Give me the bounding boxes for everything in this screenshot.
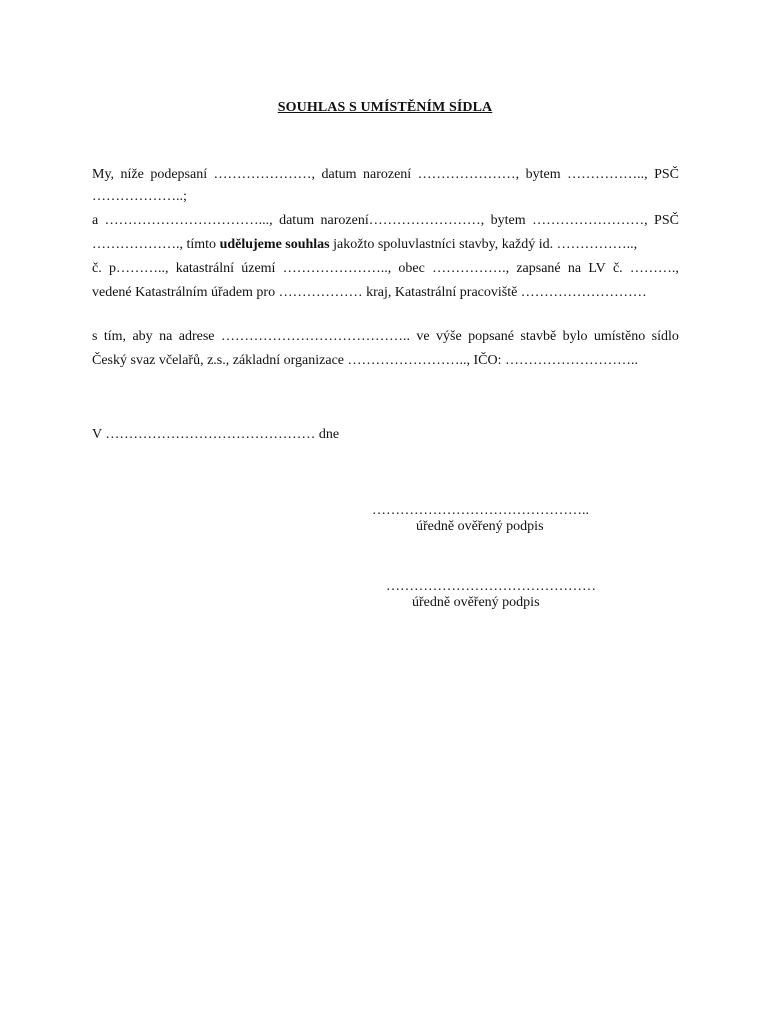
p2-line-2: Český svaz včelařů, z.s., základní organizace …………………….., IČO: ……………………….. (92, 353, 639, 368)
consent-phrase: udělujeme souhlas (219, 237, 330, 252)
p1-line-3: a ……………………………..., datum narození……………………, bytem ……………………, PSČ (92, 213, 679, 228)
signature-2-dots: ……………………………………… (386, 579, 596, 594)
signature-2-label: úředně ověřený podpis (412, 595, 540, 610)
p1-line-4: ………………., tímto udělujeme souhlas jakožto spoluvlastníci stavby, každý id. …………….., (92, 237, 638, 252)
p1-line-6: vedené Katastrálním úřadem pro ……………… kraj, Katastrální pracoviště ……………………… (92, 285, 647, 300)
signature-1-label: úředně ověřený podpis (416, 519, 544, 534)
document-title: SOUHLAS S UMÍSTĚNÍM SÍDLA (277, 100, 493, 115)
p2-line-1: s tím, aby na adrese ………………………………….. ve výše popsané stavbě bylo umístěno sídlo (92, 329, 679, 344)
p1-line-2: ………………..; (92, 189, 187, 204)
signature-1-dots: ……………………………………….. (372, 503, 589, 518)
p1-line-1: My, níže podepsaní …………………, datum narození …………………, bytem …………….., PSČ (92, 167, 679, 182)
p1-line-5: č. p……….., katastrální území ………………….., obec ……………., zapsané na LV č. ………., (92, 261, 679, 276)
place-date-line: V ……………………………………… dne (92, 427, 340, 442)
